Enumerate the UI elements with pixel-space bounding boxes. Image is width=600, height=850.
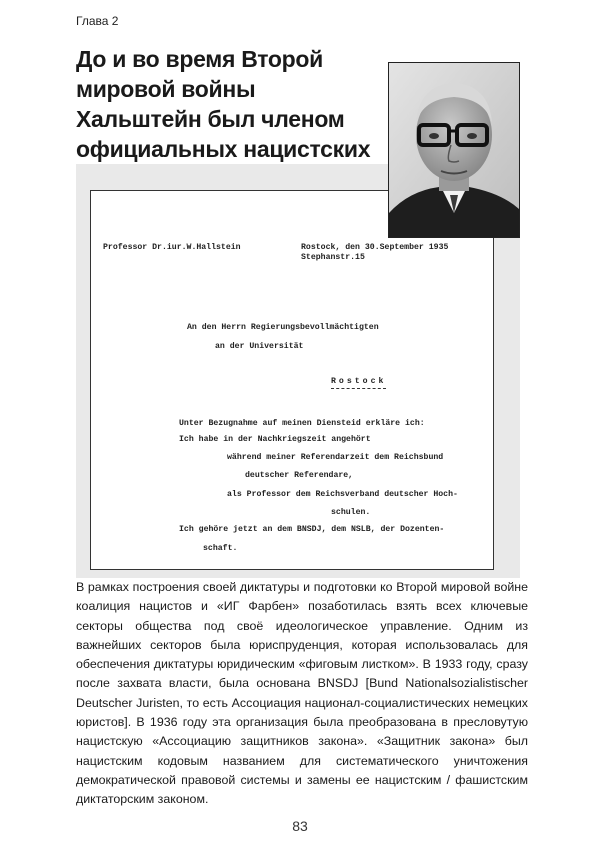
portrait-photo <box>388 62 520 238</box>
letter-sender: Professor Dr.iur.W.Hallstein <box>103 243 241 252</box>
page-number: 83 <box>292 818 308 834</box>
letter-addressee-2: an der Universität <box>215 342 304 351</box>
letter-scan <box>90 190 494 570</box>
letter-body-line: schaft. <box>203 544 238 553</box>
letter-body-line: deutscher Referendare, <box>245 471 354 480</box>
letter-addressee-1: An den Herrn Regierungsbevollmächtigten <box>187 323 379 332</box>
letter-body-line: während meiner Referendarzeit dem Reichsbund <box>227 453 444 462</box>
chapter-label: Глава 2 <box>76 14 119 28</box>
letter-date: Rostock, den 30.September 1935 <box>301 243 449 252</box>
letter-city: Rostock <box>331 377 386 389</box>
letter-body-line: Ich gehöre jetzt an dem BNSDJ, dem NSLB, der Dozenten- <box>179 525 445 534</box>
letter-body-line: als Professor dem Reichsverband deutscher Hoch- <box>227 490 458 499</box>
portrait-illustration <box>389 63 519 237</box>
page-title: До и во время Второй мировой войны Хальштейн был членом официальных нацистских <box>76 46 371 162</box>
letter-body-line: Ich habe in der Nachkriegszeit angehört <box>179 435 371 444</box>
letter-body-line: Unter Bezugnahme auf meinen Diensteid erkläre ich: <box>179 419 425 428</box>
letter-body-line: schulen. <box>331 508 371 517</box>
body-paragraph: В рамках построения своей диктатуры и подготовки ко Второй мировой войне коалиция нацистов и «ИГ Фарбен» позаботилась взять всех ключевые секторы общества под своё идеологическое управление. Одним из важнейших секторов была юриспруденция, которая использовалась для обеспечения диктатуры юридическим «фиговым листком». В 1933 году, сразу после захвата власти, была основана BNSDJ [Bund Nationalsozialistischer Deutscher Juristen, то есть Ассоциация национал-социалистических немецких юристов]. В 1936 году эта организация была преобразована в пресловутую нацистскую «Ассоциацию защитников закона». «Защитник закона» был нацистским кодовым названием для систематического уничтожения демократической правовой системы и замены ее нацистским / фашистским диктаторским законом. <box>76 580 528 807</box>
letter-street: Stephanstr.15 <box>301 253 365 262</box>
